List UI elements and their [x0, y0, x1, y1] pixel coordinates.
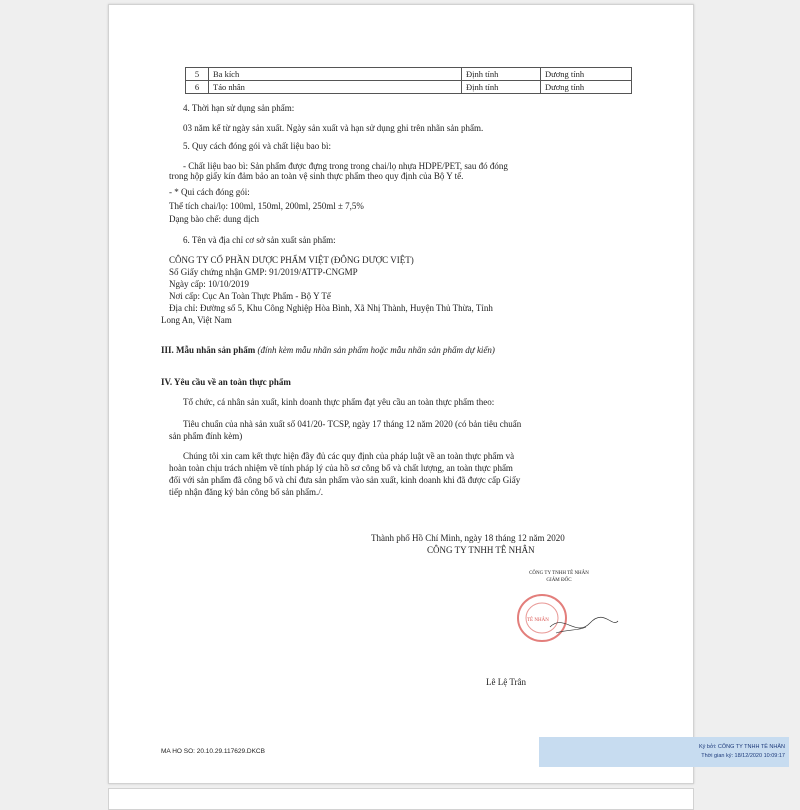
section-6-line: Nơi cấp: Cục An Toàn Thực Phẩm - Bộ Y Tế [169, 291, 331, 301]
section-iv-text: hoàn toàn chịu trách nhiệm về tính pháp lý của hồ sơ công bố và chất lượng, an toàn thực phẩm [169, 463, 513, 473]
seal-icon [494, 583, 624, 663]
section-iv-text: Tiêu chuẩn của nhà sản xuất số 041/20- TCSP, ngày 17 tháng 12 năm 2020 (có bản tiêu chuẩn [183, 419, 522, 429]
section-iv-heading: IV. Yêu cầu về an toàn thực phẩm [161, 377, 291, 387]
section-5-line: Thể tích chai/lọ: 100ml, 150ml, 200ml, 250ml ± 7,5% [169, 201, 364, 211]
section-6-line: Ngày cấp: 10/10/2019 [169, 279, 249, 289]
company-name: CÔNG TY TNHH TÊ NHÂN [427, 545, 535, 555]
section-6-line: Số Giấy chứng nhận GMP: 91/2019/ATTP-CNGMP [169, 267, 358, 277]
document-page [108, 4, 785, 784]
row-result: Dương tính [541, 68, 632, 81]
section-6-heading: 6. Tên và địa chỉ cơ sở sản xuất sản phẩm: [183, 235, 336, 245]
section-iv-text: Chúng tôi xin cam kết thực hiện đầy đủ các quy định của pháp luật về an toàn thực phẩm và [183, 451, 515, 461]
row-method: Định tính [462, 68, 541, 81]
table-row [186, 81, 632, 94]
section-5-line: - * Qui cách đóng gói: [169, 187, 250, 197]
stamp-company: CÔNG TY TNHH TÊ NHÂN [529, 571, 589, 576]
row-number: 6 [186, 81, 209, 94]
section-iv-text: sản phẩm đính kèm) [169, 431, 243, 441]
test-results-table [185, 67, 632, 94]
stamp-block [494, 571, 624, 661]
section-4-heading: 4. Thời hạn sử dụng sản phẩm: [183, 103, 295, 113]
stamp-role: GIÁM ĐỐC [546, 578, 572, 583]
section-4-text: 03 năm kể từ ngày sản xuất. Ngày sản xuất và hạn sử dụng ghi trên nhãn sản phẩm. [183, 123, 484, 133]
digital-signature-box [539, 737, 789, 767]
section-5-line: trong hộp giấy kín đảm bảo an toàn vệ sinh thực phẩm theo quy định của Bộ Y tế. [169, 171, 464, 181]
section-iv-text: đối với sản phẩm đã công bố và chỉ đưa sản phẩm vào sản xuất, kinh doanh khi đã được cấp Giấy [169, 475, 521, 485]
section-5-line: Dạng bào chế: dung dịch [169, 214, 259, 224]
section-5-heading: 5. Quy cách đóng gói và chất liệu bao bì: [183, 141, 331, 151]
signed-time: Thời gian ký: 18/12/2020 10:09:17 [701, 753, 785, 759]
row-result: Dương tính [541, 81, 632, 94]
table-row [186, 68, 632, 81]
signer-name: Lê Lệ Trân [486, 677, 526, 687]
section-5-line: - Chất liệu bao bì: Sản phẩm được đựng trong trong chai/lọ nhựa HDPE/PET, sau đó đóng [183, 161, 508, 171]
section-6-line: Long An, Việt Nam [161, 315, 232, 325]
record-code: MA HO SO: 20.10.29.117629.DKCB [161, 748, 265, 755]
row-method: Định tính [462, 81, 541, 94]
section-6-line: Địa chỉ: Đường số 5, Khu Công Nghiệp Hòa Bình, Xã Nhị Thành, Huyện Thủ Thừa, Tỉnh [169, 303, 493, 313]
row-name: Táo nhân [209, 81, 462, 94]
section-iv-text: tiếp nhận đăng ký bản công bố sản phẩm./. [169, 487, 323, 497]
section-3-heading: III. Mẫu nhãn sản phẩm [161, 345, 256, 355]
section-6-line: CÔNG TY CỔ PHẦN DƯỢC PHẨM VIỆT (ĐÔNG DƯỢC VIỆT) [169, 255, 414, 265]
section-3 [161, 345, 495, 356]
place-date: Thành phố Hồ Chí Minh, ngày 18 tháng 12 năm 2020 [371, 533, 565, 543]
signed-by: Ký bởi: CÔNG TY TNHH TÊ NHÂN [698, 744, 785, 750]
section-3-note: (đính kèm mẫu nhãn sản phẩm hoặc mẫu nhãn sản phẩm dự kiến) [257, 345, 495, 355]
next-page [108, 788, 694, 810]
section-iv-text: Tổ chức, cá nhân sản xuất, kinh doanh thực phẩm đạt yêu cầu an toàn thực phẩm theo: [183, 397, 495, 407]
seal-text: TÊ NHÂN [527, 618, 549, 623]
row-number: 5 [186, 68, 209, 81]
row-name: Ba kích [209, 68, 462, 81]
